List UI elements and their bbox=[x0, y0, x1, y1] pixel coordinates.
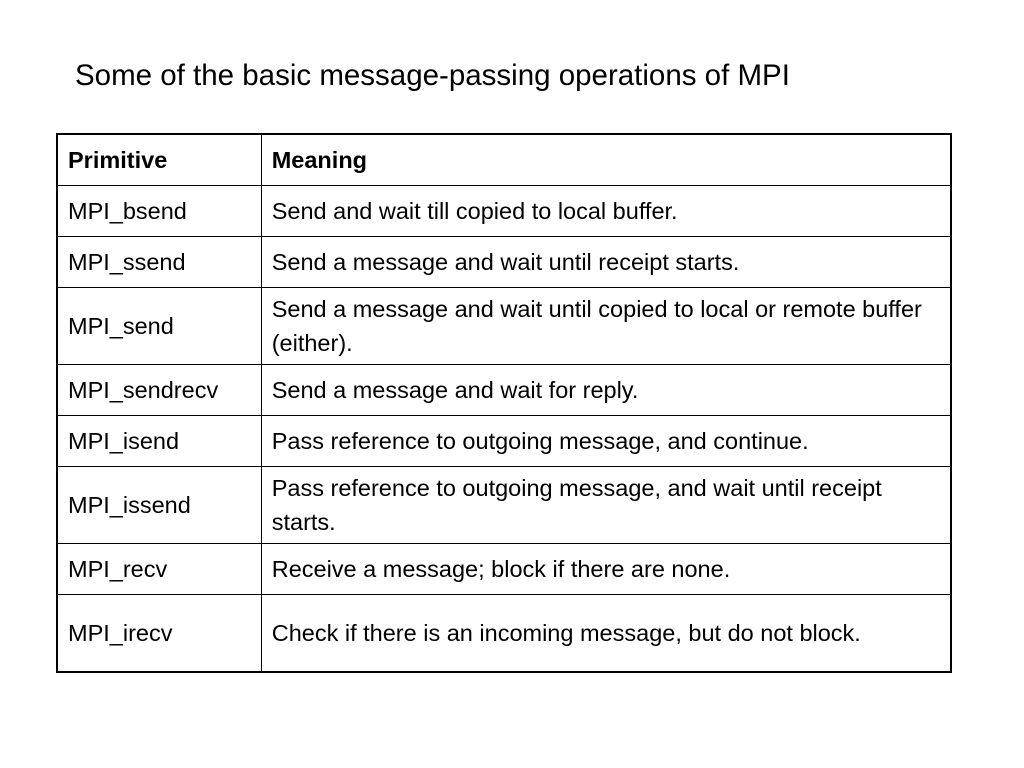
table-row bbox=[57, 288, 951, 365]
meaning-cell: Pass reference to outgoing message, and continue. bbox=[261, 416, 951, 467]
primitive-cell: MPI_sendrecv bbox=[57, 365, 261, 416]
meaning-cell: Receive a message; block if there are none. bbox=[261, 544, 951, 595]
meaning-cell: Pass reference to outgoing message, and wait until receipt starts. bbox=[261, 467, 951, 544]
page-title: Some of the basic message-passing operations of MPI bbox=[75, 59, 790, 92]
header-meaning: Meaning bbox=[261, 134, 951, 186]
primitive-cell: MPI_issend bbox=[57, 467, 261, 544]
primitive-cell: MPI_isend bbox=[57, 416, 261, 467]
table-row bbox=[57, 237, 951, 288]
meaning-cell: Send a message and wait until copied to local or remote buffer (either). bbox=[261, 288, 951, 365]
meaning-cell: Check if there is an incoming message, but do not block. bbox=[261, 595, 951, 673]
table-row bbox=[57, 416, 951, 467]
meaning-cell: Send a message and wait until receipt starts. bbox=[261, 237, 951, 288]
primitive-cell: MPI_recv bbox=[57, 544, 261, 595]
table-row bbox=[57, 544, 951, 595]
table-row bbox=[57, 186, 951, 237]
table-header-row bbox=[57, 134, 951, 186]
table-row bbox=[57, 365, 951, 416]
primitive-cell: MPI_ssend bbox=[57, 237, 261, 288]
table-row bbox=[57, 467, 951, 544]
mpi-operations-table bbox=[56, 133, 952, 673]
meaning-cell: Send and wait till copied to local buffer. bbox=[261, 186, 951, 237]
primitive-cell: MPI_bsend bbox=[57, 186, 261, 237]
meaning-cell: Send a message and wait for reply. bbox=[261, 365, 951, 416]
primitive-cell: MPI_send bbox=[57, 288, 261, 365]
table-row bbox=[57, 595, 951, 673]
header-primitive: Primitive bbox=[57, 134, 261, 186]
primitive-cell: MPI_irecv bbox=[57, 595, 261, 673]
